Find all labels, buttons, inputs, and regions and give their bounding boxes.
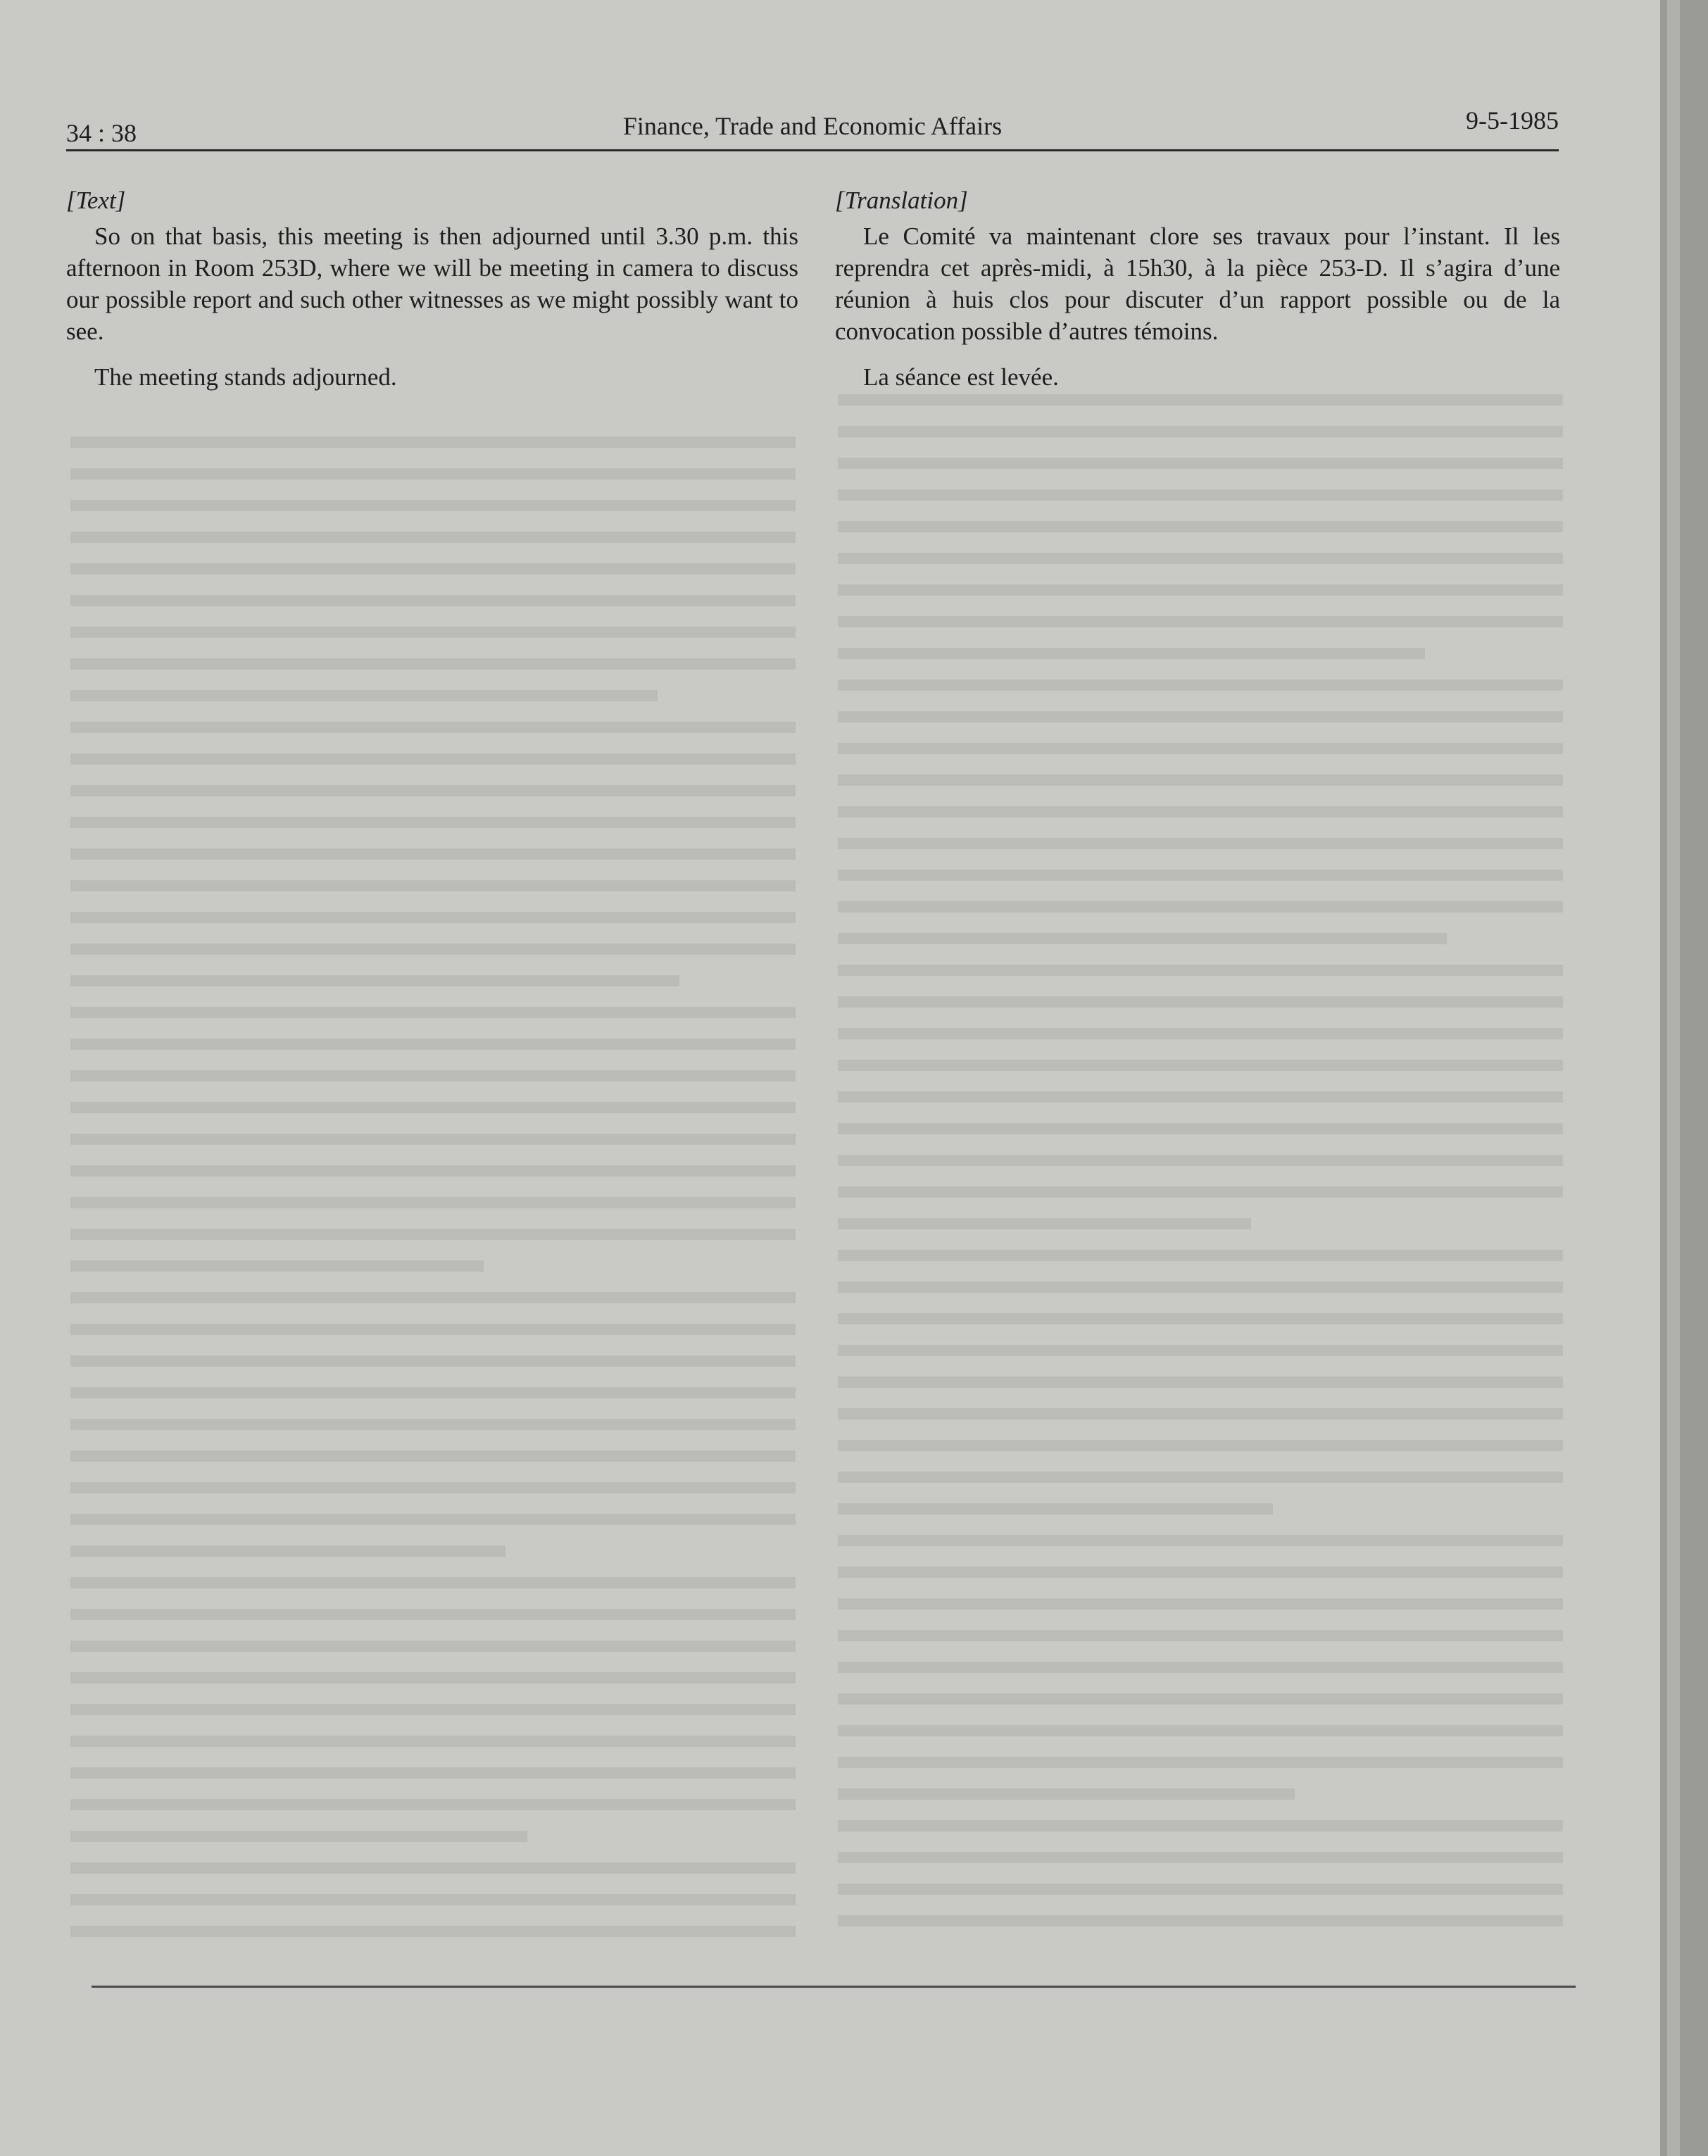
show-through-texture-left: [70, 437, 796, 1957]
show-through-texture-right: [838, 394, 1563, 1957]
show-through-line: [838, 1535, 1563, 1546]
show-through-line: [70, 500, 796, 511]
show-through-line: [70, 1102, 796, 1113]
page-edge-highlight: [1667, 0, 1680, 2156]
show-through-line: [838, 933, 1447, 944]
show-through-line: [838, 806, 1563, 817]
show-through-line: [70, 1039, 796, 1050]
header-date: 9-5-1985: [1466, 106, 1559, 134]
show-through-line: [838, 584, 1563, 596]
show-through-line: [838, 965, 1563, 976]
show-through-line: [70, 1862, 796, 1874]
show-through-line: [838, 1123, 1563, 1134]
show-through-line: [838, 1630, 1563, 1641]
show-through-line: [70, 1577, 796, 1588]
show-through-line: [70, 1926, 796, 1937]
show-through-line: [838, 1060, 1563, 1071]
show-through-line: [838, 1377, 1563, 1388]
show-through-line: [70, 912, 796, 923]
show-through-line: [838, 901, 1563, 913]
show-through-line: [838, 521, 1563, 532]
show-through-line: [70, 1419, 796, 1430]
show-through-line: [838, 1567, 1563, 1578]
show-through-line: [838, 679, 1563, 691]
show-through-line: [70, 817, 796, 828]
show-through-line: [838, 1662, 1563, 1673]
show-through-line: [70, 1894, 796, 1905]
french-column: [835, 184, 1560, 407]
show-through-line: [838, 1820, 1563, 1831]
show-through-line: [70, 1736, 796, 1747]
show-through-line: [70, 1831, 527, 1842]
show-through-line: [70, 1387, 796, 1398]
show-through-line: [838, 1915, 1563, 1926]
show-through-line: [838, 1503, 1273, 1515]
show-through-line: [70, 1324, 796, 1335]
show-through-line: [70, 1672, 796, 1684]
paragraph: Le Comité va maintenant clore ses travaux pour l’instant. Il les reprendra cet après-midi, à 15h30, à la pièce 253-D. Il s’agira d’une réunion à huis clos pour discuter d’un rapport possible ou de la convocation possible d’autres témoins.: [835, 223, 1560, 345]
show-through-line: [70, 785, 796, 796]
show-through-line: [838, 426, 1563, 437]
show-through-line: [838, 1408, 1563, 1419]
paragraph: So on that basis, this meeting is then adjourned until 3.30 p.m. this afternoon in Room 253D, where we will be meeting in camera to discuss our possible report and such other witnesses as we might possibly want to see.: [66, 223, 798, 345]
show-through-line: [70, 1007, 796, 1018]
show-through-line: [838, 711, 1563, 722]
show-through-line: [70, 1641, 796, 1652]
show-through-line: [70, 1070, 796, 1082]
show-through-line: [70, 944, 796, 955]
show-through-line: [838, 1028, 1563, 1039]
show-through-line: [70, 880, 796, 891]
show-through-line: [838, 616, 1563, 627]
section-tag-translation: [Translation]: [835, 187, 968, 214]
show-through-line: [70, 437, 796, 448]
show-through-line: [70, 1704, 796, 1715]
show-through-line: [70, 1197, 796, 1208]
show-through-line: [70, 627, 796, 638]
show-through-line: [838, 648, 1425, 659]
show-through-line: [838, 553, 1563, 564]
paragraph: The meeting stands adjourned.: [94, 363, 397, 391]
show-through-line: [70, 722, 796, 733]
show-through-line: [70, 1767, 796, 1779]
show-through-line: [838, 1345, 1563, 1356]
show-through-line: [838, 743, 1563, 754]
show-through-line: [70, 1482, 796, 1493]
show-through-line: [838, 1313, 1563, 1324]
show-through-line: [838, 1281, 1563, 1293]
show-through-line: [838, 489, 1563, 501]
english-column: [66, 184, 798, 407]
show-through-line: [838, 1091, 1563, 1103]
show-through-line: [838, 458, 1563, 469]
show-through-line: [70, 532, 796, 543]
show-through-line: [838, 1757, 1563, 1768]
show-through-line: [838, 1788, 1295, 1800]
show-through-line: [70, 1450, 796, 1462]
show-through-line: [838, 996, 1563, 1008]
show-through-line: [70, 690, 658, 701]
show-through-line: [838, 775, 1563, 786]
show-through-line: [838, 1155, 1563, 1166]
show-through-line: [838, 838, 1563, 849]
section-tag-text: [Text]: [66, 187, 126, 214]
show-through-line: [70, 563, 796, 575]
show-through-line: [838, 1725, 1563, 1736]
page-number: 34 : 38: [66, 119, 137, 147]
show-through-line: [70, 975, 679, 986]
show-through-line: [838, 1250, 1563, 1261]
show-through-line: [70, 1229, 796, 1240]
running-title: Finance, Trade and Economic Affairs: [622, 112, 1003, 140]
show-through-line: [70, 753, 796, 765]
show-through-line: [838, 1472, 1563, 1483]
show-through-line: [70, 1609, 796, 1620]
header-rule: [66, 149, 1559, 151]
show-through-line: [70, 1134, 796, 1145]
bottom-rule: [92, 1986, 1576, 1988]
paragraph: La séance est levée.: [863, 363, 1059, 391]
show-through-line: [70, 1799, 796, 1810]
running-header: [66, 106, 1559, 148]
show-through-line: [70, 1514, 796, 1525]
show-through-line: [838, 1440, 1563, 1451]
show-through-line: [70, 1292, 796, 1303]
show-through-line: [70, 848, 796, 860]
show-through-line: [838, 1852, 1563, 1863]
show-through-line: [70, 468, 796, 480]
show-through-line: [70, 1165, 796, 1177]
show-through-line: [70, 1355, 796, 1367]
show-through-line: [838, 1218, 1251, 1229]
show-through-line: [838, 870, 1563, 881]
show-through-line: [70, 658, 796, 670]
show-through-line: [838, 1884, 1563, 1895]
show-through-line: [70, 1546, 506, 1557]
show-through-line: [70, 1260, 484, 1272]
show-through-line: [838, 1186, 1563, 1198]
show-through-line: [838, 1693, 1563, 1705]
show-through-line: [838, 1598, 1563, 1610]
show-through-line: [70, 595, 796, 606]
